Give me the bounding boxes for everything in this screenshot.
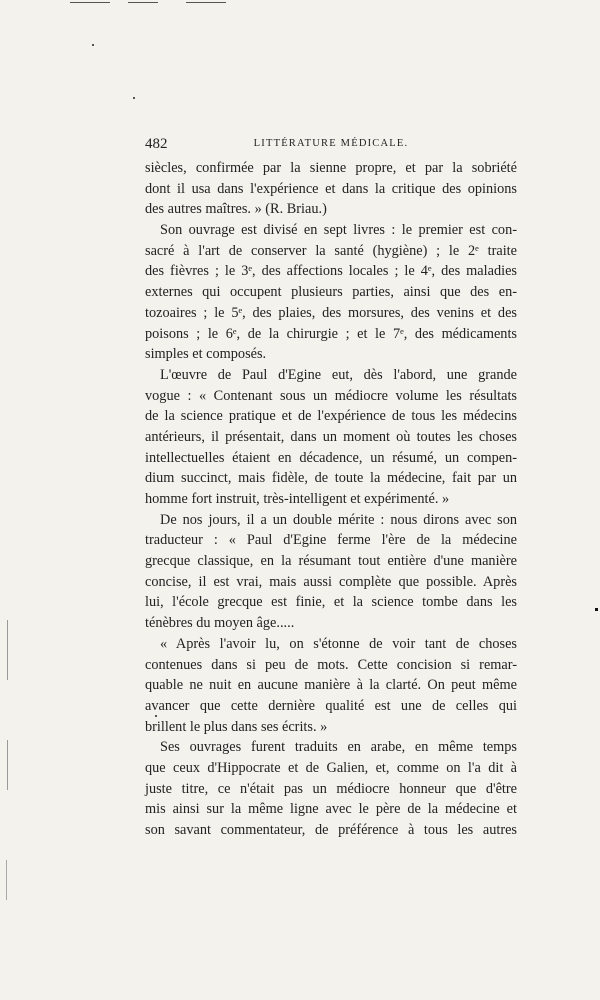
speck bbox=[595, 608, 598, 611]
page-header bbox=[145, 136, 517, 156]
text-line: dium succinct, mais fidèle, de toute la médecine, fait par un bbox=[145, 470, 517, 487]
text-line: des autres maîtres. » (R. Briau.) bbox=[145, 201, 327, 218]
text-line: Son ouvrage est divisé en sept livres : le premier est con- bbox=[160, 222, 517, 239]
text-line: traducteur : « Paul d'Egine ferme l'ère de la médecine bbox=[145, 532, 517, 549]
text-line: dont il usa dans l'expérience et dans la critique des opinions bbox=[145, 180, 517, 197]
top-scan-mark bbox=[70, 2, 110, 3]
text-line: « Après l'avoir lu, on s'étonne de voir tant de choses bbox=[160, 635, 517, 652]
text-line: sacré à l'art de conserver la santé (hygiène) ; le 2ᵉ traite bbox=[145, 242, 517, 259]
text-line: De nos jours, il a un double mérite : nous dirons avec son bbox=[160, 511, 517, 528]
text-line: homme fort instruit, très-intelligent et expérimenté. » bbox=[145, 491, 450, 507]
text-line: concise, il est vrai, mais aussi complète que possible. Après bbox=[145, 573, 517, 590]
text-line: lui, l'école grecque est finie, et la science tombe dans les bbox=[145, 594, 517, 611]
text-line: contenues dans si peu de mots. Cette concision si remar- bbox=[145, 656, 517, 673]
text-line: tozoaires ; le 5ᵉ, des plaies, des morsures, des venins et des bbox=[145, 304, 517, 321]
top-scan-mark-3 bbox=[186, 2, 226, 3]
text-line: brillent le plus dans ses écrits. » bbox=[145, 718, 328, 735]
text-line: ténèbres du moyen âge..... bbox=[145, 615, 295, 632]
text-line: simples et composés. bbox=[145, 346, 267, 363]
text-line: juste titre, ce n'était pas un médiocre honneur que d'être bbox=[145, 780, 517, 797]
text-line: L'œuvre de Paul d'Egine eut, dès l'abord, une grande bbox=[160, 366, 517, 383]
speck bbox=[133, 97, 135, 99]
text-line: vogue : « Contenant sous un médiocre volume les résultats bbox=[145, 387, 517, 404]
speck bbox=[92, 44, 94, 46]
text-line: son savant commentateur, de préférence à tous les autres bbox=[145, 822, 517, 838]
text-line: avancer que cette dernière qualité est une de celles qui bbox=[145, 697, 517, 714]
text-line: quable ne nuit en aucune manière à la clarté. On peut même bbox=[145, 677, 517, 694]
text-line: de la science pratique et de l'expérience de tous les médecins bbox=[145, 408, 517, 425]
text-line: Ses ouvrages furent traduits en arabe, en même temps bbox=[160, 739, 517, 756]
top-scan-mark-2 bbox=[128, 2, 158, 3]
text-line: des fièvres ; le 3ᵉ, des affections locales ; le 4ᵉ, des maladies bbox=[145, 263, 517, 280]
text-line: siècles, confirmée par la sienne propre, et par la sobriété bbox=[145, 160, 517, 176]
text-line: grecque classique, en la résumant tout entière d'une manière bbox=[145, 553, 517, 570]
left-edge-mark-2 bbox=[7, 740, 8, 790]
left-edge-mark bbox=[7, 620, 8, 680]
text-line: externes qui occupent plusieurs parties, ainsi que des en- bbox=[145, 284, 517, 301]
text-line: que ceux d'Hippocrate et de Galien, et, comme on l'a dit à bbox=[145, 759, 517, 776]
text-line: mis ainsi sur la même ligne avec le père de la médecine et bbox=[145, 801, 517, 818]
left-edge-mark-3 bbox=[6, 860, 7, 900]
text-line: intellectuelles étaient en décadence, un résumé, un compen- bbox=[145, 449, 517, 466]
running-title: LITTÉRATURE MÉDICALE. bbox=[253, 138, 409, 149]
body-text bbox=[145, 158, 517, 841]
text-line: poisons ; le 6ᵉ, de la chirurgie ; et le 7ᵉ, des médicaments bbox=[145, 325, 517, 342]
page-number: 482 bbox=[145, 136, 168, 152]
text-line: antérieurs, il présentait, dans un moment où toutes les choses bbox=[145, 428, 517, 445]
